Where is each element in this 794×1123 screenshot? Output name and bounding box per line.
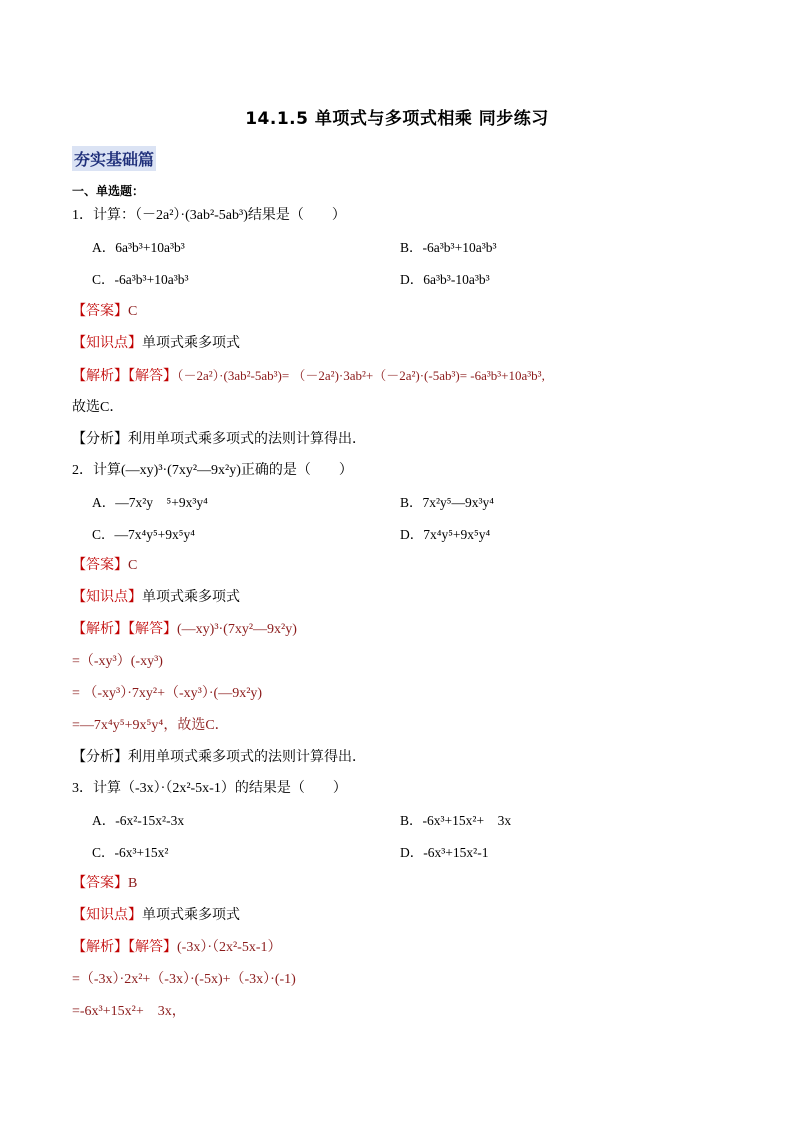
q2-option-b: B．7x²y⁵—9x³y⁴ bbox=[400, 495, 495, 510]
q1-comment: 【分析】利用单项式乘多项式的法则计算得出． bbox=[72, 432, 366, 447]
q1-option-b: B．-6a³b³+10a³b³ bbox=[400, 240, 497, 255]
q1-answer bbox=[72, 303, 137, 321]
q2-comment: 【分析】利用单项式乘多项式的法则计算得出． bbox=[72, 750, 366, 765]
point-tag: 【知识点】 bbox=[72, 336, 142, 351]
q1-knowledge-point bbox=[72, 335, 240, 353]
q3-option-c: C．-6x³+15x² bbox=[92, 845, 169, 860]
q2-option-d: D．7x⁴y⁵+9x⁵y⁴ bbox=[400, 527, 491, 542]
q1-option-d: D．6a³b³-10a³b³ bbox=[400, 272, 490, 287]
point-value: 单项式乘多项式 bbox=[142, 908, 240, 923]
analysis-tag: 【解析】【解答】 bbox=[72, 622, 177, 637]
q3-stem: 3．计算（-3x）·（2x²-5x-1）的结果是（ ） bbox=[72, 781, 347, 796]
answer-tag: 【答案】 bbox=[72, 876, 128, 891]
q3-knowledge-point bbox=[72, 907, 240, 925]
answer-value: B bbox=[128, 876, 138, 891]
q2-option-c: C．—7x⁴y⁵+9x⁵y⁴ bbox=[92, 527, 195, 542]
point-tag: 【知识点】 bbox=[72, 908, 142, 923]
q2-step: = （-xy³）·7xy²+（-xy³）·(—9x²y) bbox=[72, 686, 263, 701]
q3-option-d: D．-6x³+15x²-1 bbox=[400, 845, 489, 860]
point-value: 单项式乘多项式 bbox=[142, 590, 240, 605]
analysis-tag: 【解析】【解答】 bbox=[72, 940, 177, 955]
q2-answer bbox=[72, 557, 137, 575]
q2-knowledge-point bbox=[72, 589, 240, 607]
q1-option-c: C．-6a³b³+10a³b³ bbox=[92, 272, 189, 287]
q3-option-a: A．-6x²-15x²-3x bbox=[92, 813, 185, 828]
point-value: 单项式乘多项式 bbox=[142, 336, 240, 351]
answer-tag: 【答案】 bbox=[72, 304, 128, 319]
q2-option-a: A．—7x²y ⁵+9x³y⁴ bbox=[92, 495, 208, 510]
q3-answer bbox=[72, 875, 137, 893]
category-heading: 一、单选题： bbox=[72, 184, 145, 198]
analysis-tag: 【解析】【解答】 bbox=[72, 369, 177, 384]
q1-option-a: A．6a³b³+10a³b³ bbox=[92, 240, 185, 255]
q1-analysis bbox=[72, 367, 545, 386]
q2-analysis bbox=[72, 621, 297, 639]
q2-step: =—7x⁴y⁵+9x⁵y⁴，故选C． bbox=[72, 718, 229, 733]
point-tag: 【知识点】 bbox=[72, 590, 142, 605]
q3-step: =-6x³+15x²+ 3x， bbox=[72, 1004, 186, 1019]
q3-analysis bbox=[72, 939, 282, 957]
answer-tag: 【答案】 bbox=[72, 558, 128, 573]
q1-conclusion: 故选C． bbox=[72, 400, 124, 415]
answer-value: C bbox=[128, 304, 138, 319]
q1-stem: 1．计算：（－2a²）·(3ab²-5ab³)结果是（ ） bbox=[72, 208, 346, 223]
analysis-step: (-3x）·（2x²-5x-1） bbox=[177, 940, 282, 955]
analysis-text: （－2a²）·(3ab²-5ab³)= （－2a²)·3ab²+（－2a²)·(-5ab³)= -6a³b³+10a³b³, bbox=[177, 368, 545, 383]
q3-step: =（-3x）·2x²+（-3x）·(-5x)+（-3x）·(-1) bbox=[72, 972, 296, 987]
analysis-step: (—xy)³·(7xy²—9x²y) bbox=[177, 622, 297, 637]
section-heading: 夯实基础篇 bbox=[72, 146, 156, 171]
q2-stem: 2．计算(—xy)³·(7xy²—9x²y)正确的是（ ） bbox=[72, 463, 353, 478]
q2-step: =（-xy³）(-xy³) bbox=[72, 654, 163, 669]
q3-option-b: B．-6x³+15x²+ 3x bbox=[400, 813, 512, 828]
page-title: 14.1.5 单项式与多项式相乘 同步练习 bbox=[245, 109, 549, 129]
answer-value: C bbox=[128, 558, 138, 573]
